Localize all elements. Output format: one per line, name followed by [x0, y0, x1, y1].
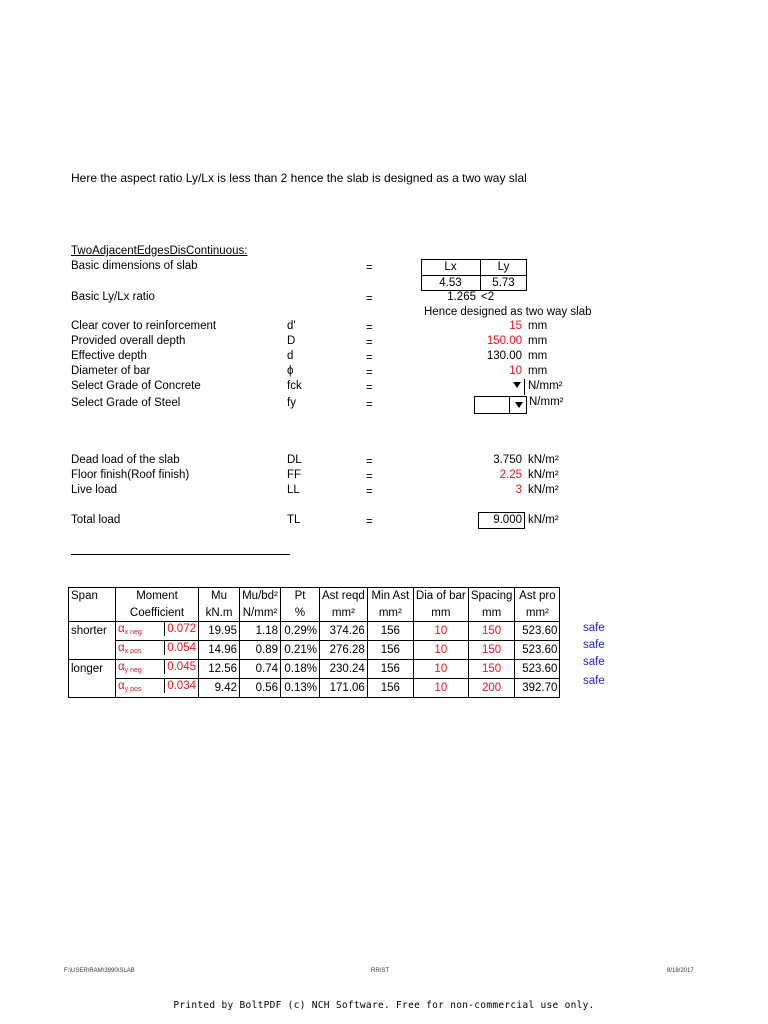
spacing-cell[interactable]: 150 [468, 660, 515, 679]
status-safe: safe [583, 639, 605, 651]
coefficient-value: 0.045 [164, 660, 196, 674]
table-header-cell: Min Ast [367, 588, 413, 605]
dropdown-divider [509, 397, 510, 413]
min-ast-cell: 156 [367, 622, 413, 641]
alpha-symbol: α [118, 623, 125, 635]
coefficient-value: 0.034 [164, 679, 196, 693]
grade-symbol: fck [287, 380, 302, 392]
grade-eq: = [366, 382, 373, 394]
table-row [69, 622, 560, 641]
ratio-note: Hence designed as two way slab [424, 306, 592, 318]
alpha-subscript: x pos [124, 648, 142, 655]
footer-date: 8/18/2017 [667, 968, 694, 974]
load-value-live[interactable]: 3 [515, 484, 522, 496]
mu-cell: 9.42 [199, 679, 240, 698]
table-header-cell: Spacing [468, 588, 515, 605]
table-header-row [69, 605, 560, 622]
load-value-floor-finish[interactable]: 2.25 [499, 469, 522, 481]
param-symbol: ϕ [287, 365, 294, 377]
mubd-cell: 0.89 [240, 641, 281, 660]
min-ast-cell: 156 [367, 679, 413, 698]
design-table [68, 587, 560, 698]
grade-eq: = [366, 399, 373, 411]
mubd-cell: 0.74 [240, 660, 281, 679]
ast-reqd-cell: 171.06 [320, 679, 368, 698]
span-cell: shorter [69, 622, 116, 641]
chevron-down-icon [515, 402, 523, 408]
total-value: 9.000 [493, 514, 522, 526]
param-eq: = [366, 367, 373, 379]
load-unit: kN/m² [528, 454, 559, 466]
ast-reqd-cell: 374.26 [320, 622, 368, 641]
param-symbol: D [287, 335, 296, 347]
table-header-cell: N/mm² [240, 605, 281, 622]
basic-dims-label: Basic dimensions of slab [71, 260, 198, 272]
alpha-subscript: x neg [124, 629, 142, 636]
ratio-cond: <2 [481, 291, 495, 303]
footer-center: RR/ST [371, 968, 389, 974]
load-label: Floor finish(Roof finish) [71, 469, 190, 481]
table-header-cell: Mu [199, 588, 240, 605]
ast-reqd-cell: 230.24 [320, 660, 368, 679]
table-row [69, 660, 560, 679]
coefficient-cell [116, 622, 199, 641]
total-label: Total load [71, 514, 121, 526]
table-header-cell: Ast reqd [320, 588, 368, 605]
mubd-cell: 0.56 [240, 679, 281, 698]
coefficient-value: 0.072 [164, 622, 196, 636]
dia-cell[interactable]: 10 [413, 660, 468, 679]
param-symbol: d [287, 350, 294, 362]
param-label: Provided overall depth [71, 335, 186, 347]
dia-cell[interactable]: 10 [413, 679, 468, 698]
load-eq: = [366, 471, 373, 483]
load-eq: = [366, 486, 373, 498]
dia-cell[interactable]: 10 [413, 641, 468, 660]
load-symbol: LL [287, 484, 300, 496]
total-eq: = [366, 516, 373, 528]
param-eq: = [366, 322, 373, 334]
table-header-cell: Moment [116, 588, 199, 605]
case-title: TwoAdjacentEdgesDisContinuous: [71, 245, 248, 257]
grade-unit: N/mm² [529, 396, 564, 408]
param-unit: mm [528, 320, 548, 332]
alpha-subscript: y pos [124, 686, 142, 693]
table-header-cell: Span [69, 588, 116, 605]
param-eq: = [366, 352, 373, 364]
table-header-cell: Dia of bar [413, 588, 468, 605]
load-symbol: DL [287, 454, 302, 466]
coefficient-cell [116, 679, 199, 698]
param-unit: mm [528, 335, 548, 347]
ratio-value: 1.265 [447, 291, 476, 303]
span-cell [69, 679, 116, 698]
mu-cell: 14.96 [199, 641, 240, 660]
chevron-down-icon [513, 382, 521, 388]
ast-reqd-cell: 276.28 [320, 641, 368, 660]
param-symbol: d' [287, 320, 296, 332]
grade-unit: N/mm² [528, 380, 563, 392]
table-header-row [69, 588, 560, 605]
param-value-clear-cover[interactable]: 15 [509, 320, 522, 332]
ratio-label: Basic Ly/Lx ratio [71, 291, 155, 303]
table-header-cell: Pt [281, 588, 320, 605]
grade-label: Select Grade of Steel [71, 397, 181, 409]
total-symbol: TL [287, 514, 301, 526]
mu-cell: 12.56 [199, 660, 240, 679]
param-value-bar-diameter[interactable]: 10 [509, 365, 522, 377]
table-header-cell: Ast pro [515, 588, 560, 605]
table-header-cell: % [281, 605, 320, 622]
pt-cell: 0.21% [281, 641, 320, 660]
min-ast-cell: 156 [367, 641, 413, 660]
span-cell [69, 641, 116, 660]
table-header-cell: kN.m [199, 605, 240, 622]
load-eq: = [366, 456, 373, 468]
mubd-cell: 1.18 [240, 622, 281, 641]
total-unit: kN/m² [528, 514, 559, 526]
printed-by-notice: Printed by BoltPDF (c) NCH Software. Free for non-commercial use only. [173, 1000, 595, 1011]
load-value-dead: 3.750 [493, 454, 522, 466]
grade-symbol: fy [287, 397, 296, 409]
table-row [69, 641, 560, 660]
spacing-cell[interactable]: 200 [468, 679, 515, 698]
ast-pro-cell: 392.70 [515, 679, 560, 698]
pt-cell: 0.18% [281, 660, 320, 679]
table-header-cell: mm [468, 605, 515, 622]
basic-dims-eq: = [366, 262, 373, 274]
param-unit: mm [528, 350, 548, 362]
param-label: Diameter of bar [71, 365, 151, 377]
ast-pro-cell: 523.60 [515, 622, 560, 641]
table-row [69, 679, 560, 698]
param-label: Effective depth [71, 350, 147, 362]
load-label: Live load [71, 484, 118, 496]
load-label: Dead load of the slab [71, 454, 180, 466]
steel-grade-dropdown[interactable] [474, 396, 527, 414]
mu-cell: 19.95 [199, 622, 240, 641]
concrete-grade-dropdown[interactable] [474, 379, 525, 395]
coefficient-value: 0.054 [164, 641, 196, 655]
section-divider [71, 554, 290, 555]
load-symbol: FF [287, 469, 302, 481]
dia-cell[interactable]: 10 [413, 622, 468, 641]
pt-cell: 0.29% [281, 622, 320, 641]
status-safe: safe [583, 622, 605, 634]
param-label: Clear cover to reinforcement [71, 320, 217, 332]
coefficient-cell [116, 660, 199, 679]
span-cell: longer [69, 660, 116, 679]
min-ast-cell: 156 [367, 660, 413, 679]
footer-path: F:\USER\RAM\3990\SLAB [64, 968, 135, 974]
alpha-symbol: α [118, 642, 125, 654]
table-header-cell: Coefficient [116, 605, 199, 622]
alpha-subscript: y neg [124, 667, 142, 674]
pt-cell: 0.13% [281, 679, 320, 698]
table-header-cell [69, 605, 116, 622]
param-unit: mm [528, 365, 548, 377]
lx-value: 4.53 [439, 277, 462, 289]
intro-text: Here the aspect ratio Ly/Lx is less than 2 hence the slab is designed as a two way slal [71, 171, 527, 185]
param-eq: = [366, 337, 373, 349]
alpha-symbol: α [118, 661, 125, 673]
coefficient-cell [116, 641, 199, 660]
status-safe: safe [583, 656, 605, 668]
table-header-cell: mm [413, 605, 468, 622]
spacing-cell[interactable]: 150 [468, 622, 515, 641]
table-header-cell: Mu/bd² [240, 588, 281, 605]
ly-header: Ly [497, 261, 510, 273]
table-header-cell: mm² [320, 605, 368, 622]
spacing-cell[interactable]: 150 [468, 641, 515, 660]
status-safe: safe [583, 675, 605, 687]
table-header-cell: mm² [515, 605, 560, 622]
ast-pro-cell: 523.60 [515, 660, 560, 679]
grade-label: Select Grade of Concrete [71, 380, 201, 392]
table-header-cell: mm² [367, 605, 413, 622]
load-unit: kN/m² [528, 484, 559, 496]
param-value-overall-depth[interactable]: 150.00 [486, 335, 522, 347]
load-unit: kN/m² [528, 469, 559, 481]
ratio-eq: = [366, 293, 373, 305]
lx-header: Lx [444, 261, 457, 273]
ast-pro-cell: 523.60 [515, 641, 560, 660]
ly-value: 5.73 [492, 277, 515, 289]
alpha-symbol: α [118, 680, 125, 692]
param-value-effective-depth: 130.00 [486, 350, 522, 362]
